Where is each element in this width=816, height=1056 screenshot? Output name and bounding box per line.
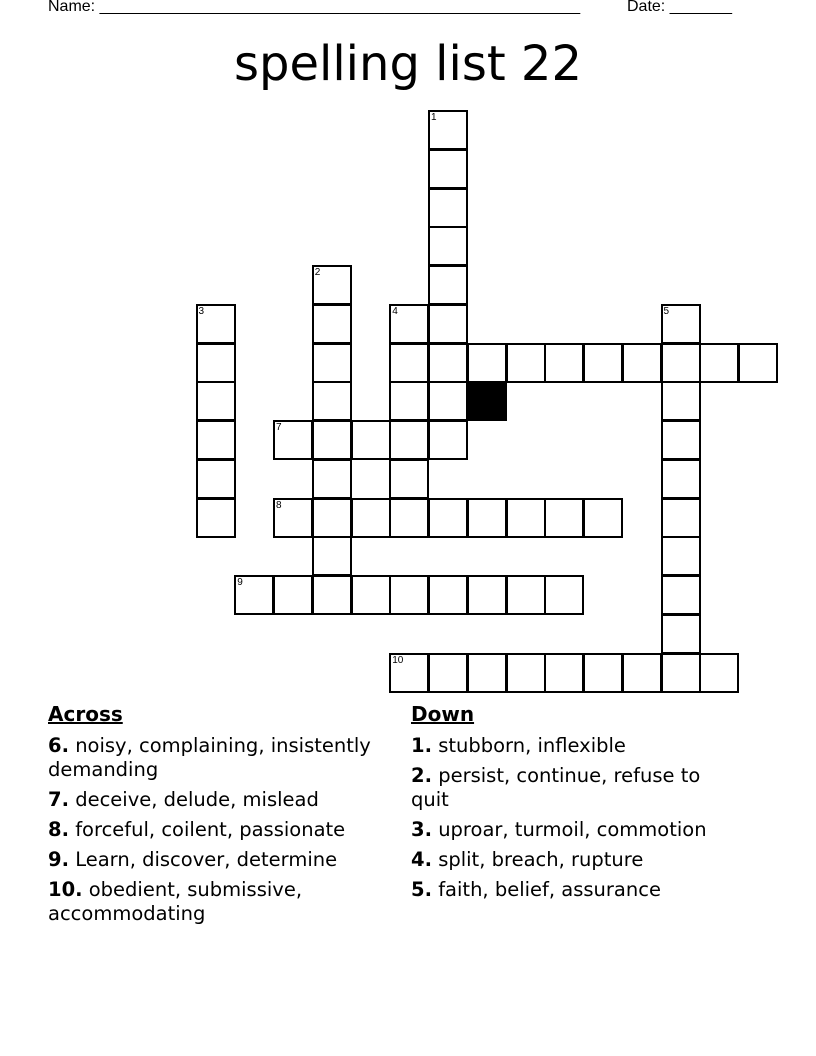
crossword-cell[interactable] <box>583 498 623 538</box>
clue-text: split, breach, rupture <box>438 848 644 871</box>
crossword-cell[interactable] <box>583 343 623 383</box>
crossword-cell[interactable] <box>312 575 352 615</box>
crossword-cell[interactable] <box>234 575 274 615</box>
crossword-cell[interactable] <box>661 343 701 383</box>
cell-number: 8 <box>276 499 282 511</box>
crossword-cell[interactable] <box>544 343 584 383</box>
crossword-cell[interactable] <box>506 343 546 383</box>
across-clue <box>48 848 393 872</box>
crossword-cell[interactable] <box>428 110 468 150</box>
date-field-label: Date: _______ <box>627 0 732 15</box>
crossword-cell[interactable] <box>312 304 352 344</box>
clue-number: 9. <box>48 848 69 871</box>
crossword-cell[interactable] <box>273 575 313 615</box>
down-clue <box>411 818 741 842</box>
clue-number: 2. <box>411 764 432 787</box>
crossword-cell[interactable] <box>312 459 352 499</box>
crossword-cell[interactable] <box>389 381 429 421</box>
crossword-cell[interactable] <box>428 381 468 421</box>
crossword-cell[interactable] <box>196 381 236 421</box>
clue-number: 5. <box>411 878 432 901</box>
crossword-cell[interactable] <box>389 459 429 499</box>
crossword-cell[interactable] <box>273 498 313 538</box>
clue-text: obedient, submissive, accommodating <box>48 878 303 925</box>
cell-number: 3 <box>198 305 205 317</box>
crossword-cell[interactable] <box>583 653 623 693</box>
crossword-cell[interactable] <box>428 575 468 615</box>
clue-number: 1. <box>411 734 432 757</box>
crossword-cell[interactable] <box>699 343 739 383</box>
crossword-cell[interactable] <box>196 420 236 460</box>
crossword-cell[interactable] <box>544 575 584 615</box>
clue-text: forceful, coilent, passionate <box>75 818 346 841</box>
down-clue <box>411 764 741 812</box>
crossword-cell[interactable] <box>661 304 701 344</box>
crossword-cell[interactable] <box>196 459 236 499</box>
crossword-cell[interactable] <box>661 653 701 693</box>
crossword-cell[interactable] <box>661 459 701 499</box>
crossword-cell[interactable] <box>196 343 236 383</box>
crossword-cell[interactable] <box>467 575 507 615</box>
crossword-cell[interactable] <box>389 498 429 538</box>
down-heading: Down <box>411 702 475 726</box>
crossword-cell[interactable] <box>428 226 468 266</box>
cell-number: 9 <box>237 577 243 588</box>
down-clue <box>411 734 741 758</box>
crossword-cell[interactable] <box>312 498 352 538</box>
crossword-cell[interactable] <box>389 343 429 383</box>
crossword-cell[interactable] <box>351 498 391 538</box>
crossword-cell[interactable] <box>428 653 468 693</box>
crossword-cell[interactable] <box>389 304 429 344</box>
crossword-cell[interactable] <box>467 343 507 383</box>
crossword-cell[interactable] <box>312 536 352 576</box>
crossword-cell[interactable] <box>428 343 468 383</box>
clue-text: Learn, discover, determine <box>75 848 338 871</box>
across-clue <box>48 788 393 812</box>
crossword-cell[interactable] <box>467 653 507 693</box>
across-clue <box>48 878 393 926</box>
clue-number: 10. <box>48 878 83 901</box>
clue-text: deceive, delude, mislead <box>75 788 319 811</box>
crossword-cell[interactable] <box>312 265 352 305</box>
crossword-cell[interactable] <box>467 498 507 538</box>
across-clue <box>48 818 393 842</box>
clue-text: uproar, turmoil, commotion <box>438 818 707 841</box>
crossword-cell[interactable] <box>428 498 468 538</box>
crossword-cell[interactable] <box>661 381 701 421</box>
clue-number: 4. <box>411 848 432 871</box>
crossword-cell[interactable] <box>389 575 429 615</box>
puzzle-title: spelling list 22 <box>234 36 582 92</box>
crossword-cell[interactable] <box>699 653 739 693</box>
crossword-cell[interactable] <box>428 265 468 305</box>
cell-number: 1 <box>431 112 437 123</box>
cell-number: 10 <box>392 654 404 666</box>
clue-text: stubborn, inflexible <box>438 734 626 757</box>
crossword-cell[interactable] <box>661 420 701 460</box>
crossword-cell[interactable] <box>661 536 701 576</box>
crossword-cell[interactable] <box>428 188 468 228</box>
crossword-block <box>467 381 507 421</box>
crossword-cell[interactable] <box>273 420 313 460</box>
crossword-cell[interactable] <box>351 420 391 460</box>
crossword-cell[interactable] <box>312 381 352 421</box>
crossword-cell[interactable] <box>506 653 546 693</box>
down-clues <box>411 700 741 908</box>
clue-number: 8. <box>48 818 69 841</box>
clue-text: faith, belief, assurance <box>438 878 661 901</box>
crossword-cell[interactable] <box>389 653 429 693</box>
crossword-cell[interactable] <box>661 575 701 615</box>
crossword-cell[interactable] <box>312 420 352 460</box>
crossword-cell[interactable] <box>661 614 701 654</box>
across-clues <box>48 700 393 932</box>
name-field-label: Name: ______________________________________________________ <box>48 0 581 15</box>
crossword-cell[interactable] <box>196 304 236 344</box>
crossword-cell[interactable] <box>312 343 352 383</box>
crossword-cell[interactable] <box>738 343 778 383</box>
cell-number: 5 <box>663 305 670 317</box>
clue-number: 6. <box>48 734 69 757</box>
across-clue <box>48 734 393 782</box>
crossword-cell[interactable] <box>351 575 391 615</box>
clue-text: noisy, complaining, insistently demanding <box>48 734 371 781</box>
crossword-cell[interactable] <box>622 653 662 693</box>
crossword-cell[interactable] <box>544 498 584 538</box>
crossword-cell[interactable] <box>544 653 584 693</box>
crossword-cell[interactable] <box>196 498 236 538</box>
down-clue <box>411 878 741 902</box>
crossword-cell[interactable] <box>428 149 468 189</box>
clue-number: 7. <box>48 788 69 811</box>
across-heading: Across <box>48 702 123 726</box>
crossword-cell[interactable] <box>661 498 701 538</box>
crossword-cell[interactable] <box>428 420 468 460</box>
cell-number: 2 <box>314 267 321 278</box>
cell-number: 7 <box>276 422 282 433</box>
clue-text: persist, continue, refuse to quit <box>411 764 701 811</box>
crossword-cell[interactable] <box>622 343 662 383</box>
crossword-cell[interactable] <box>389 420 429 460</box>
crossword-cell[interactable] <box>506 575 546 615</box>
clue-number: 3. <box>411 818 432 841</box>
down-clue <box>411 848 741 872</box>
crossword-cell[interactable] <box>428 304 468 344</box>
crossword-cell[interactable] <box>506 498 546 538</box>
cell-number: 4 <box>392 305 398 317</box>
